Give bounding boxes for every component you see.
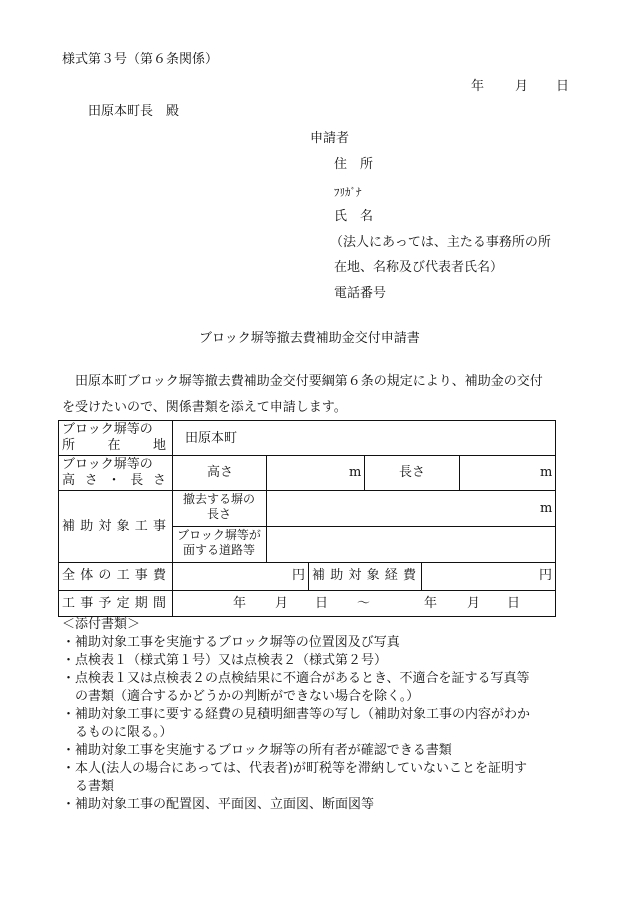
period-start-month: 月 bbox=[275, 596, 289, 611]
period-tilde: ～ bbox=[357, 596, 371, 611]
attachment-item: ・補助対象工事を実施するブロック塀等の所有者が確認できる書類 bbox=[62, 743, 452, 758]
target-cost-label: 補 助 対 象 経 費 bbox=[312, 568, 416, 583]
target-work-label: 補 助 対 象 工 事 bbox=[62, 519, 166, 534]
removal-length-unit: m bbox=[540, 501, 553, 516]
table-rule bbox=[364, 455, 365, 490]
table-rule bbox=[266, 455, 267, 562]
location-label-line1: ブロック塀等の bbox=[62, 422, 153, 437]
attachment-item: ・補助対象工事の配置図、平面図、立面図、断面図等 bbox=[62, 797, 375, 812]
body-text-line-2: を受けたいので、関係書類を添えて申請します。 bbox=[62, 400, 347, 415]
document-title: ブロック塀等撤去費補助金交付申請書 bbox=[199, 331, 420, 346]
total-cost-label: 全 体 の 工 事 費 bbox=[62, 568, 166, 583]
removal-length-label: 撤去する塀の 長さ bbox=[182, 492, 255, 521]
period-start-day: 日 bbox=[315, 596, 329, 611]
period-start-year: 年 bbox=[233, 596, 247, 611]
applicant-corp-note-1: （法人にあっては、主たる事務所の所 bbox=[330, 235, 551, 250]
form-number: 様式第３号（第６条関係） bbox=[62, 52, 219, 67]
applicant-corp-note-2: 在地、名称及び代表者氏名） bbox=[334, 260, 504, 275]
attachment-item: の書類（適合するかどうかの判断ができない場合を除く。） bbox=[62, 689, 420, 704]
road-facing-label: ブロック塀等が 面する道路等 bbox=[177, 528, 261, 557]
attachment-item: ・補助対象工事を実施するブロック塀等の位置図及び写真 bbox=[62, 635, 400, 650]
period-label: 工 事 予 定 期 間 bbox=[62, 596, 166, 611]
table-rule bbox=[59, 590, 555, 591]
table-rule bbox=[59, 562, 555, 563]
application-table bbox=[58, 420, 556, 617]
applicant-header: 申請者 bbox=[310, 131, 350, 146]
size-label-line1: ブロック塀等の bbox=[62, 457, 153, 472]
date-day-label: 日 bbox=[556, 79, 570, 94]
height-label: 高さ bbox=[207, 465, 234, 480]
location-label-line2: 所 在 地 bbox=[62, 438, 166, 453]
period-end-day: 日 bbox=[507, 596, 521, 611]
total-cost-unit: 円 bbox=[292, 568, 306, 583]
applicant-address-label: 住 所 bbox=[334, 157, 374, 172]
attachment-item: ・点検表１（様式第１号）又は点検表２（様式第２号） bbox=[62, 653, 388, 668]
size-label-line2: 高 さ ・ 長 さ bbox=[62, 473, 166, 488]
applicant-furigana-label: ﾌﾘｶﾞﾅ bbox=[334, 186, 362, 199]
date-year-label: 年 bbox=[471, 79, 485, 94]
height-unit: m bbox=[349, 465, 362, 480]
length-label: 長さ bbox=[399, 465, 426, 480]
attachment-item: るものに限る。） bbox=[62, 725, 173, 740]
body-text-line-1: 田原本町ブロック塀等撤去費補助金交付要綱第６条の規定により、補助金の交付 bbox=[75, 374, 543, 389]
table-rule bbox=[59, 490, 555, 491]
location-value: 田原本町 bbox=[185, 431, 238, 446]
period-end-year: 年 bbox=[424, 596, 438, 611]
date-month-label: 月 bbox=[515, 79, 529, 94]
table-rule bbox=[172, 526, 555, 527]
applicant-phone-label: 電話番号 bbox=[334, 286, 387, 301]
table-rule bbox=[421, 562, 422, 590]
length-unit: m bbox=[540, 465, 553, 480]
attachments-header: ＜添付書類＞ bbox=[62, 617, 141, 632]
attachment-item: ・補助対象工事に要する経費の見積明細書等の写し（補助対象工事の内容がわか bbox=[62, 707, 531, 722]
addressee: 田原本町長 殿 bbox=[88, 104, 180, 119]
table-rule bbox=[59, 455, 555, 456]
table-rule bbox=[308, 562, 309, 590]
table-rule bbox=[459, 455, 460, 490]
attachment-item: る書類 bbox=[62, 779, 115, 794]
applicant-name-label: 氏 名 bbox=[334, 209, 374, 224]
attachment-item: ・点検表１又は点検表２の点検結果に不適合があるとき、不適合を証する写真等 bbox=[62, 671, 530, 686]
period-end-month: 月 bbox=[467, 596, 481, 611]
target-cost-unit: 円 bbox=[539, 568, 553, 583]
attachment-item: ・本人(法人の場合にあっては、代表者)が町税等を滞納していないことを証明す bbox=[62, 761, 528, 776]
